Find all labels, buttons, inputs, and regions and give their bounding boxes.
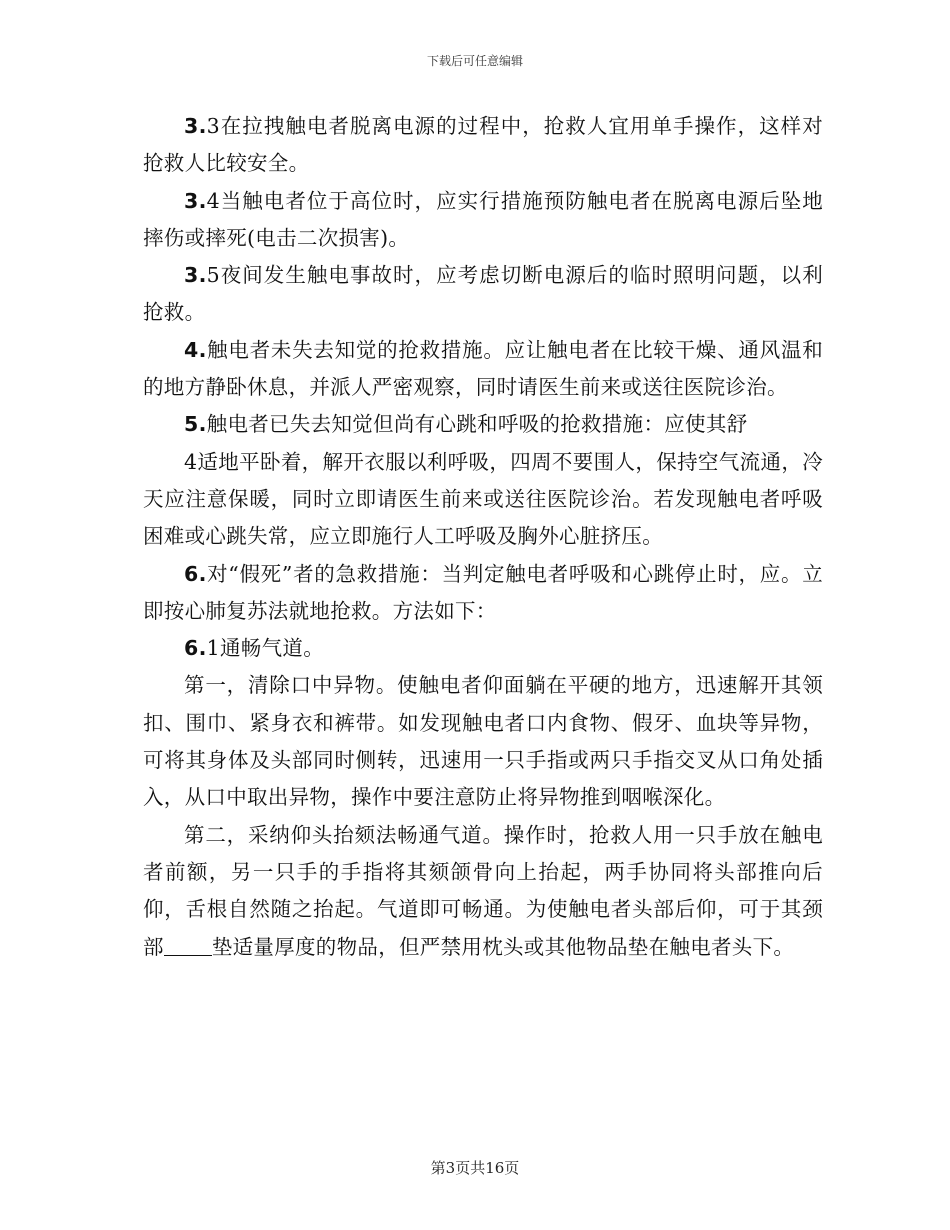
paragraph-text: 第二，采纳仰头抬颏法畅通气道。操作时，抢救人用一只手放在触电者前额，另一只手的手指将其颏颌骨向上抬起，两手协同将头部推向后仰，舌根自然随之抬起。气道即可畅通。为使触电者头部后仰，可于其颈部 [143,822,823,959]
section-number: 6. [184,636,207,661]
fill-in-blank [164,934,212,956]
paragraph [143,667,823,816]
page-header: 下载后可任意编辑 [426,54,523,68]
paragraph-text: 4适地平卧着，解开衣服以利呼吸，四周不要围人，保持空气流通，冷天应注意保暖，同时立即请医生前来或送往医院诊治。若发现触电者呼吸困难或心跳失常，应立即施行人工呼吸及胸外心脏挤压。 [143,449,823,549]
section-number: 3. [184,188,207,213]
paragraph [143,406,823,443]
page-footer: 第3页共16页 [430,1159,520,1177]
document-body [143,108,823,966]
paragraph-text: 第一，清除口中异物。使触电者仰面躺在平硬的地方，迅速解开其领扣、围巾、紧身衣和裤带。如发现触电者口内食物、假牙、血块等异物，可将其身体及头部同时侧转，迅速用一只手指或两只手指交叉从口角处插入，从口中取出异物，操作中要注意防止将异物推到咽喉深化。 [143,673,823,810]
section-number: 4. [184,337,207,362]
paragraph [143,108,823,183]
paragraph-text: 5夜间发生触电事故时，应考虑切断电源后的临时照明问题，以利抢救。 [143,263,823,325]
paragraph [143,556,823,631]
section-number: 3. [184,263,207,288]
section-number: 6. [184,561,207,586]
paragraph [143,332,823,407]
paragraph [143,444,823,556]
paragraph-text: 对“假死”者的急救措施：当判定触电者呼吸和心跳停止时，应。立即按心肺复苏法就地抢救。方法如下： [143,561,823,623]
section-number: 5. [184,412,207,437]
section-number: 3. [184,114,207,138]
paragraph-text: 触电者已失去知觉但尚有心跳和呼吸的抢救措施：应使其舒 [206,412,748,437]
paragraph-text: 1通畅气道。 [206,636,324,661]
paragraph [143,257,823,332]
paragraph-text: 4当触电者位于高位时，应实行措施预防触电者在脱离电源后坠地摔伤或摔死(电击二次损害)。 [143,188,823,250]
paragraph [143,817,823,966]
paragraph-text: 垫适量厚度的物品，但严禁用枕头或其他物品垫在触电者头下。 [211,934,795,959]
paragraph [143,630,823,667]
paragraph [143,183,823,258]
paragraph-text: 3在拉拽触电者脱离电源的过程中，抢救人宜用单手操作，这样对抢救人比较安全。 [143,114,823,176]
paragraph-text: 触电者未失去知觉的抢救措施。应让触电者在比较干燥、通风温和的地方静卧休息，并派人严密观察，同时请医生前来或送往医院诊治。 [143,337,823,400]
